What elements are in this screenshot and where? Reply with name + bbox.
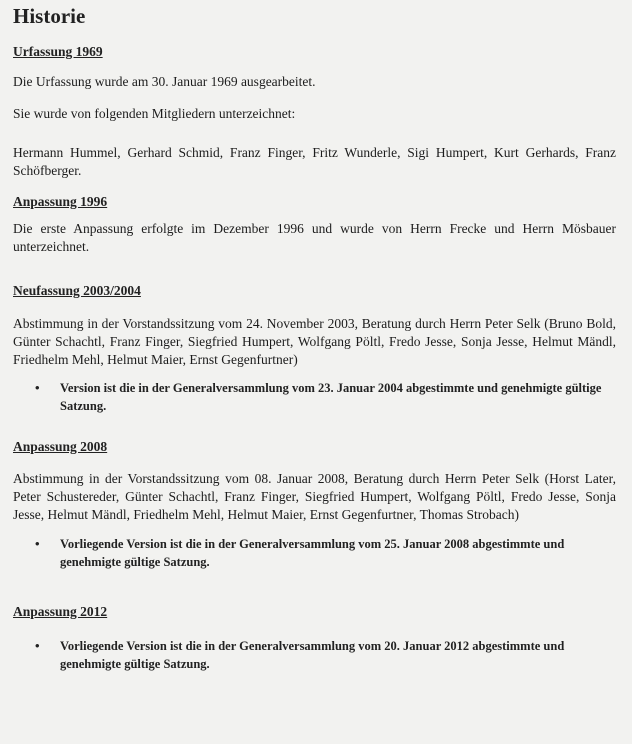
anpassung-1996-text: Die erste Anpassung erfolgte im Dezember 1996 und wurde von Herrn Frecke und Herrn Mösbauer unterzeichnet. (13, 221, 616, 254)
section-heading-neufassung-2003-2004: Neufassung 2003/2004 (13, 283, 141, 298)
anpassung-2012-bullet-list (13, 637, 616, 673)
neufassung-bullet-list (13, 379, 616, 415)
urfassung-date-text: Die Urfassung wurde am 30. Januar 1969 ausgearbeitet. (13, 74, 316, 89)
urfassung-signers-list: Hermann Hummel, Gerhard Schmid, Franz Finger, Fritz Wunderle, Sigi Humpert, Kurt Gerhards, Franz Schöfberger. (13, 145, 616, 178)
anpassung-2012-bullet-item: • Vorliegende Version ist die in der Generalversammlung vom 20. Januar 2012 abgestimmte und genehmigte gültige Satzung. (60, 637, 616, 673)
section-heading-urfassung-1969: Urfassung 1969 (13, 44, 103, 59)
section-heading-anpassung-2008: Anpassung 2008 (13, 439, 108, 454)
neufassung-bullet-item: • Version ist die in der Generalversammlung vom 23. Januar 2004 abgestimmte und genehmigte gültige Satzung. (60, 379, 616, 415)
section-heading-anpassung-1996: Anpassung 1996 (13, 194, 108, 209)
section-heading-anpassung-2012: Anpassung 2012 (13, 604, 108, 619)
anpassung-2008-bullet-list (13, 535, 616, 571)
anpassung-2008-bullet-item: • Vorliegende Version ist die in der Generalversammlung vom 25. Januar 2008 abgestimmte und genehmigte gültige Satzung. (60, 535, 616, 571)
neufassung-vote-text: Abstimmung in der Vorstandssitzung vom 24. November 2003, Beratung durch Herrn Peter Selk (Bruno Bold, Günter Schachtl, Franz Finger, Siegfried Humpert, Wolfgang Pöltl, Fredo Jesse, Sonja Jesse, Helmut Mändl, Friedhelm Mehl, Helmut Maier, Ernst Gegenfurtner) (13, 316, 616, 367)
urfassung-signers-intro: Sie wurde von folgenden Mitgliedern unterzeichnet: (13, 106, 296, 121)
anpassung-2008-vote-text: Abstimmung in der Vorstandssitzung vom 08. Januar 2008, Beratung durch Herrn Peter Selk (Horst Later, Peter Schustereder, Günter Schachtl, Franz Finger, Siegfried Humpert, Wolfgang Pöltl, Fredo Jesse, Sonja Jesse, Helmut Mändl, Friedhelm Mehl, Helmut Maier, Ernst Gegenfurtner, Thomas Strobach) (13, 471, 616, 522)
page-title: Historie (13, 4, 86, 28)
